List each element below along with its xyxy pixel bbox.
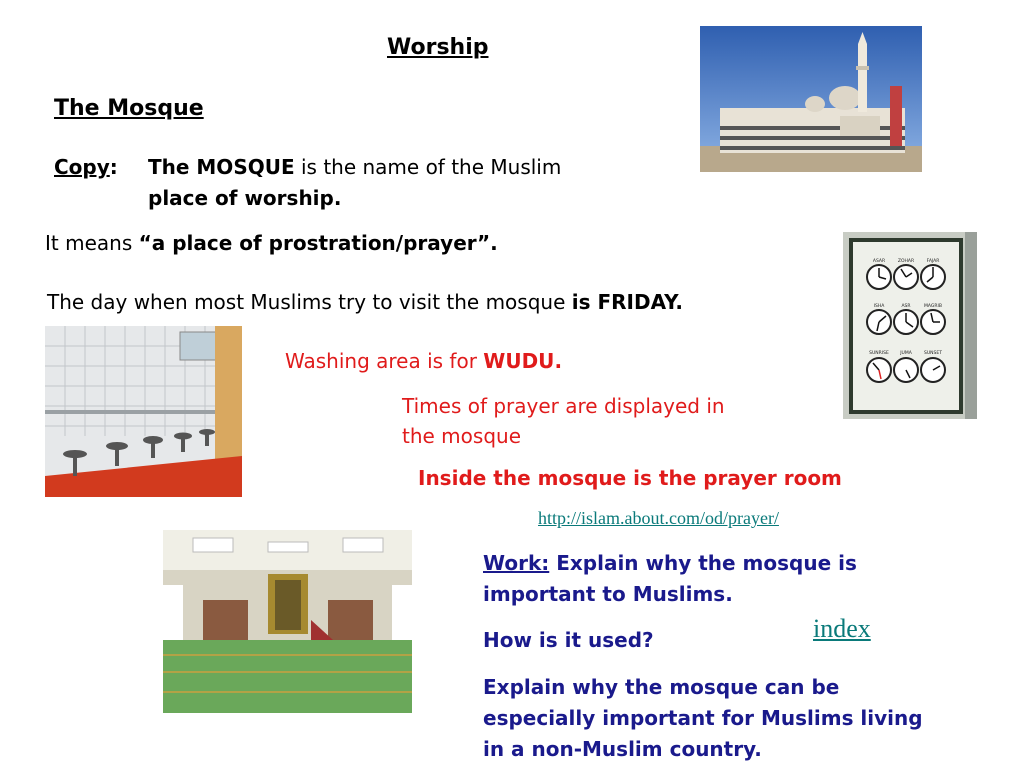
- clock-label-8: JUMA: [900, 351, 912, 356]
- friday-bold: is FRIDAY.: [571, 290, 683, 314]
- meaning-line: [45, 228, 498, 258]
- times-line-1: Times of prayer are displayed in: [402, 394, 725, 418]
- prayer-url-link[interactable]: http://islam.about.com/od/prayer/: [538, 508, 779, 528]
- prayer-room-illustration: [163, 530, 412, 713]
- washing-area-illustration: [45, 326, 242, 497]
- work-line-1: [483, 548, 857, 578]
- washing-pre: Washing area is for: [285, 349, 484, 373]
- clock-label-5: ASR: [901, 304, 911, 309]
- clock-label-1: ASAR: [872, 259, 886, 264]
- clock-label-9: SUNSET: [924, 351, 942, 356]
- prayer-room-photo: [163, 530, 412, 713]
- washing-post: .: [554, 349, 563, 373]
- prayer-times-clock-board: [843, 232, 977, 419]
- work-question-2: How is it used?: [483, 628, 654, 652]
- work-question-3-line-1: Explain why the mosque can be: [483, 675, 840, 699]
- clock-label-6: MAGRIB: [924, 304, 942, 309]
- clock-label-3: FAJAR: [926, 259, 940, 264]
- mosque-exterior-illustration: [700, 26, 922, 172]
- clock-label-7: SUNRISE: [869, 351, 889, 356]
- page-title: Worship: [387, 35, 489, 60]
- work-question-3-line-3: in a non-Muslim country.: [483, 737, 762, 761]
- copy-term: The MOSQUE: [148, 155, 295, 179]
- washing-bold: WUDU: [483, 349, 555, 373]
- index-link[interactable]: index: [813, 614, 871, 643]
- friday-pre: The day when most Muslims try to visit the mosque: [47, 290, 572, 314]
- clock-label-2: ZOHAR: [897, 259, 915, 264]
- copy-line-2: place of worship.: [148, 186, 342, 210]
- prayer-room-line: Inside the mosque is the prayer room: [418, 466, 842, 490]
- meaning-pre: It means: [45, 231, 139, 255]
- work-text-1: Explain why the mosque is: [549, 551, 857, 575]
- meaning-post: .: [490, 231, 498, 255]
- mosque-exterior-photo: [700, 26, 922, 172]
- work-line-2: important to Muslims.: [483, 582, 733, 606]
- copy-line-1: [148, 152, 561, 182]
- section-title: The Mosque: [54, 96, 204, 121]
- work-label: Work:: [483, 551, 550, 575]
- friday-line: [47, 287, 683, 317]
- clock-label-4: ISHA: [873, 304, 885, 309]
- work-question-3-line-2: especially important for Muslims living: [483, 706, 923, 730]
- washing-area-photo: [45, 326, 242, 497]
- times-line-2: the mosque: [402, 424, 521, 448]
- copy-label: Copy: [54, 155, 110, 179]
- copy-colon: :: [109, 155, 118, 179]
- washing-line: [285, 346, 562, 376]
- clock-board-illustration: [843, 232, 977, 419]
- copy-label-wrap: [54, 152, 118, 182]
- meaning-quote: “a place of prostration/prayer”: [138, 231, 491, 255]
- copy-rest: is the name of the Muslim: [294, 155, 562, 179]
